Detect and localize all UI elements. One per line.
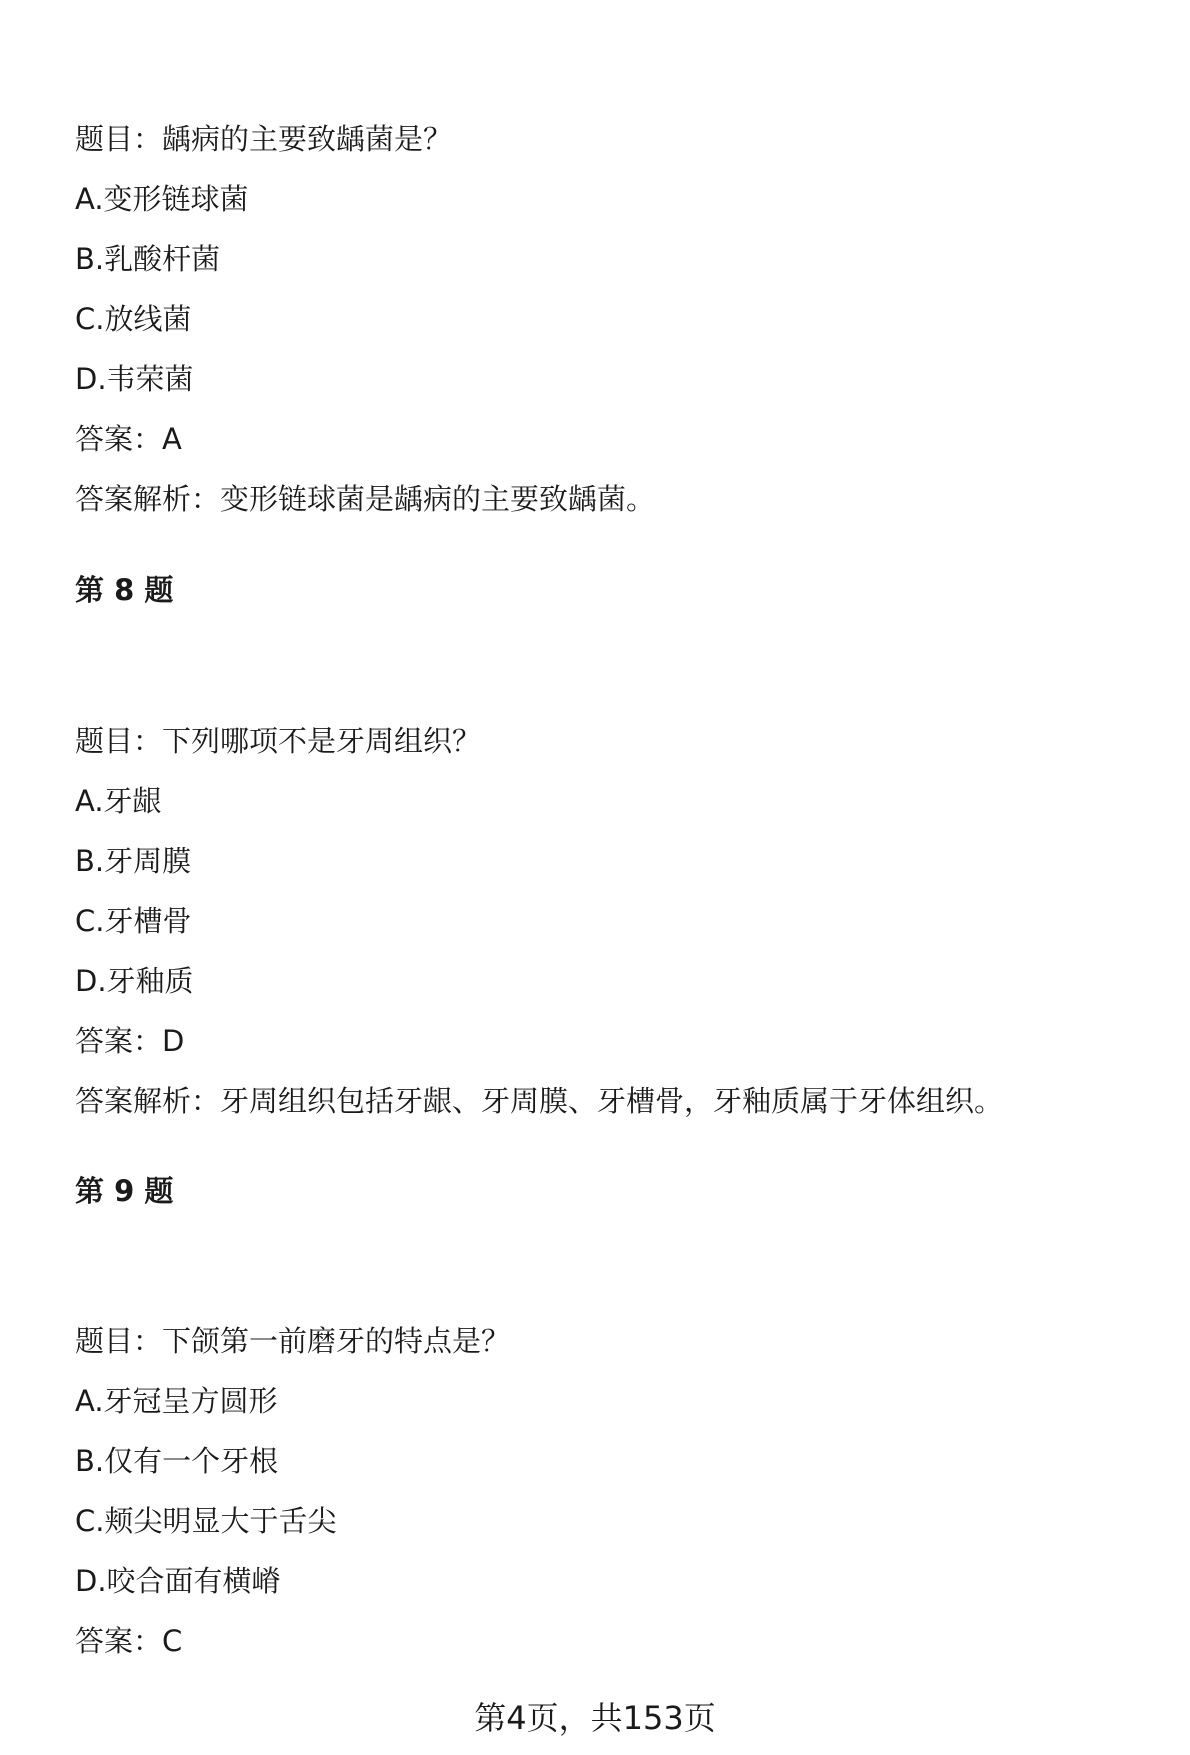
q9-question: 题目：下颌第一前磨牙的特点是？ [75, 1324, 511, 1358]
q8-option-a: A.牙龈 [75, 784, 162, 818]
q9-option-b: B.仅有一个牙根 [75, 1444, 279, 1478]
q8-option-d: D.牙釉质 [75, 964, 194, 998]
q9-answer: 答案：C [75, 1624, 183, 1658]
page-number-footer: 第4页，共153页 [474, 1699, 716, 1737]
q7-option-c: C.放线菌 [75, 302, 192, 336]
q8-question: 题目：下列哪项不是牙周组织？ [75, 724, 482, 758]
q7-question: 题目：龋病的主要致龋菌是？ [75, 122, 453, 156]
q7-option-a: A.变形链球菌 [75, 182, 249, 216]
q8-option-b: B.牙周膜 [75, 844, 192, 878]
q7-answer: 答案：A [75, 422, 182, 456]
q9-heading: 第 9 题 [75, 1174, 174, 1208]
q9-option-c: C.颊尖明显大于舌尖 [75, 1504, 337, 1538]
q8-option-c: C.牙槽骨 [75, 904, 192, 938]
q8-heading: 第 8 题 [75, 573, 174, 607]
q9-option-d: D.咬合面有横嵴 [75, 1564, 281, 1598]
q9-option-a: A.牙冠呈方圆形 [75, 1384, 278, 1418]
q7-explanation: 答案解析：变形链球菌是龋病的主要致龋菌。 [75, 482, 656, 516]
q8-answer: 答案：D [75, 1024, 185, 1058]
q7-option-d: D.韦荣菌 [75, 362, 194, 396]
q7-option-b: B.乳酸杆菌 [75, 242, 221, 276]
q8-explanation: 答案解析：牙周组织包括牙龈、牙周膜、牙槽骨，牙釉质属于牙体组织。 [75, 1084, 1004, 1118]
